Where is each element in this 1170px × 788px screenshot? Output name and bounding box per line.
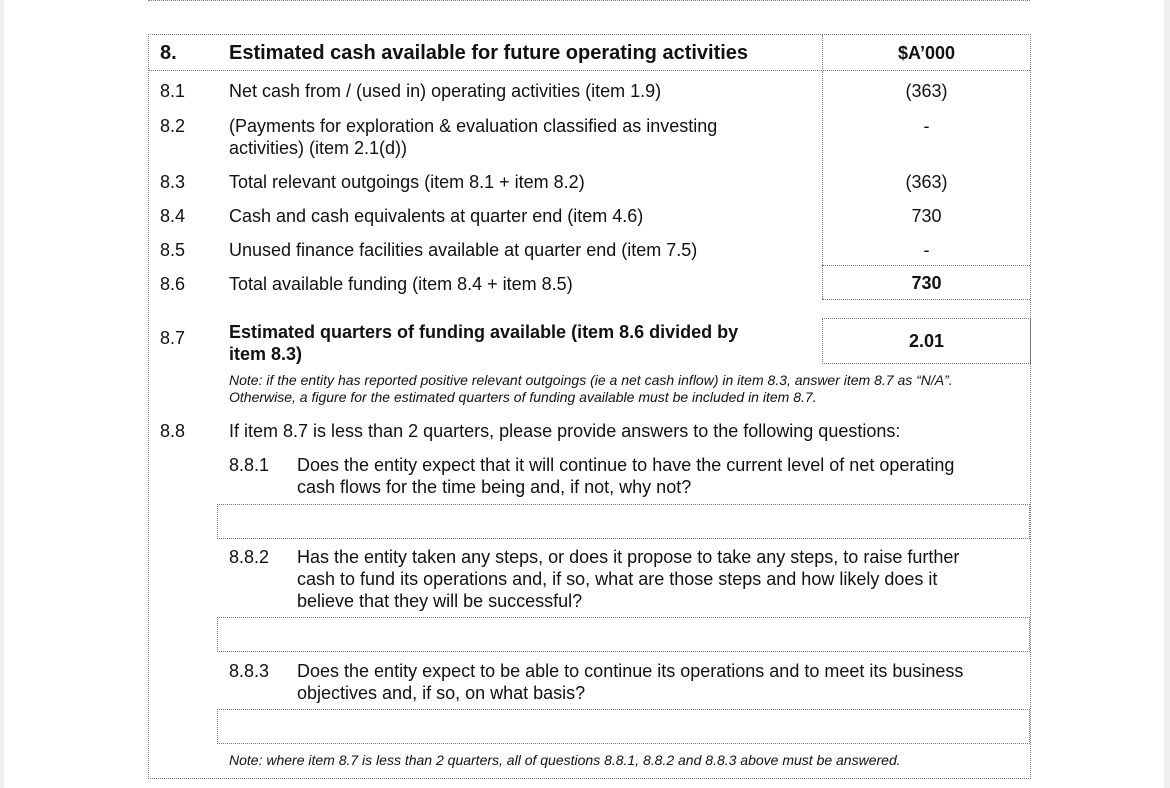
answer-882-field[interactable]: [217, 617, 1030, 652]
section-title: Estimated cash available for future operating activities: [229, 42, 749, 64]
quarters-funding-label-continued: item 8.3): [229, 344, 303, 364]
row-value: -: [923, 240, 930, 260]
row-label: Net cash from / (used in) operating activities (item 1.9): [229, 81, 662, 101]
document-page: [4, 0, 1164, 788]
row-number: 8.4: [160, 206, 186, 226]
row-label-continued: activities) (item 2.1(d)): [229, 138, 408, 158]
questions-intro: If item 8.7 is less than 2 quarters, please provide answers to the following questions:: [229, 421, 901, 441]
currency-header: $A’000: [897, 43, 956, 63]
row-number: 8.3: [160, 172, 186, 192]
row-label: (Payments for exploration & evaluation classified as investing: [229, 116, 718, 136]
answer-881-field[interactable]: [217, 504, 1030, 539]
cash-availability-table: [148, 34, 1031, 779]
row-value: (363): [905, 81, 948, 101]
row-number: 8.8: [160, 421, 186, 441]
row-number: 8.1: [160, 81, 186, 101]
row-label: Total relevant outgoings (item 8.1 + item 8.2): [229, 172, 585, 192]
quarters-funding-value: 2.01: [908, 331, 945, 351]
question-text: Does the entity expect that it will continue to have the current level of net operating: [297, 455, 955, 475]
question-text: Has the entity taken any steps, or does it propose to take any steps, to raise further: [297, 547, 960, 567]
question-text: objectives and, if so, on what basis?: [297, 683, 586, 703]
header-bottom-border: [149, 70, 1030, 71]
question-number: 8.8.3: [229, 661, 270, 681]
question-number: 8.8.1: [229, 455, 270, 475]
question-text: cash flows for the time being and, if not, why not?: [297, 477, 692, 497]
row-value: -: [923, 116, 930, 136]
note-line: Otherwise, a figure for the estimated quarters of funding available must be included in item 8.7.: [229, 389, 817, 405]
quarters-funding-label: Estimated quarters of funding available (item 8.6 divided by: [229, 322, 739, 342]
section-number: 8.: [160, 42, 177, 64]
row-86-bottom-border: [822, 299, 1030, 300]
question-text: cash to fund its operations and, if so, what are those steps and how likely does it: [297, 569, 938, 589]
footer-note: Note: where item 8.7 is less than 2 quarters, all of questions 8.8.1, 8.8.2 and 8.8.3 above must be answered.: [229, 752, 901, 768]
row-value: (363): [905, 172, 948, 192]
row-86-top-border: [822, 265, 1030, 266]
row-label: Cash and cash equivalents at quarter end (item 4.6): [229, 206, 644, 226]
previous-section-border: [148, 0, 1030, 1]
row-number: 8.6: [160, 274, 186, 294]
question-number: 8.8.2: [229, 547, 270, 567]
row-label: Total available funding (item 8.4 + item 8.5): [229, 274, 573, 294]
row-number: 8.5: [160, 240, 186, 260]
question-text: believe that they will be successful?: [297, 591, 583, 611]
note-line: Note: if the entity has reported positive relevant outgoings (ie a net cash inflow) in item 8.3, answer item 8.7 as “N/A”.: [229, 372, 953, 388]
row-number: 8.2: [160, 116, 186, 136]
row-number: 8.7: [160, 328, 186, 348]
total-funding-value: 730: [911, 273, 942, 293]
row-value: 730: [911, 206, 942, 226]
row-label: Unused finance facilities available at quarter end (item 7.5): [229, 240, 698, 260]
answer-883-field[interactable]: [217, 709, 1030, 744]
question-text: Does the entity expect to be able to continue its operations and to meet its business: [297, 661, 964, 681]
